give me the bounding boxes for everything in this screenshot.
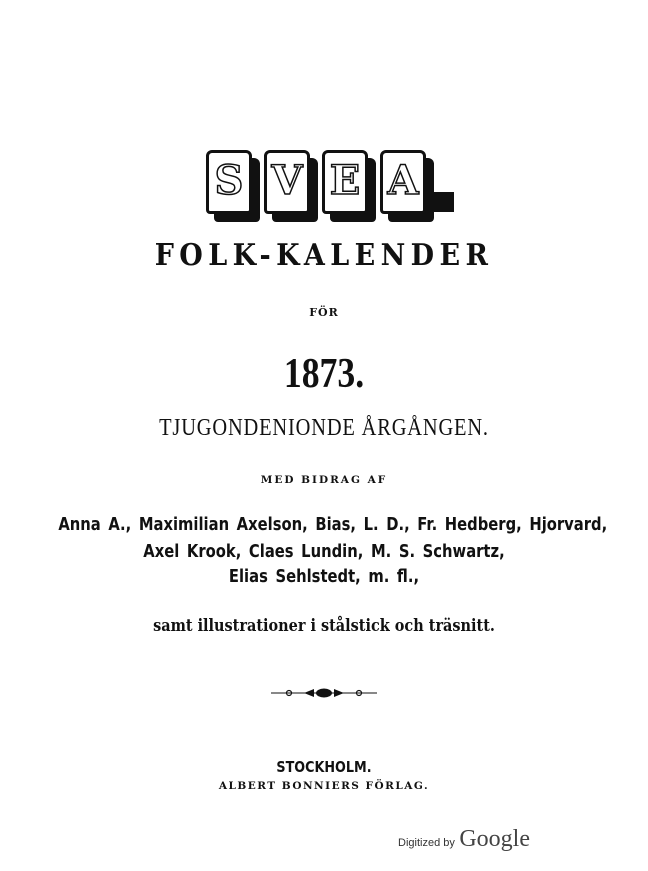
title-letter-v: V <box>264 150 310 214</box>
digitized-watermark <box>398 826 530 853</box>
contributors-line-2: Axel Krook, Claes Lundin, M. S. Schwartz, <box>143 541 505 562</box>
contributors-line-1: Anna A., Maximilian Axelson, Bias, L. D., Fr. Hedberg, Hjorvard, <box>58 514 608 535</box>
publisher: ALBERT BONNIERS FÖRLAG. <box>218 780 430 792</box>
title-letter-s: S <box>206 150 252 214</box>
for-label: FÖR <box>309 306 339 319</box>
city: STOCKHOLM. <box>276 758 372 776</box>
ornament-svg <box>269 686 379 700</box>
illustrations-note: samt illustrationer i stålstick och träsnitt. <box>153 616 495 636</box>
title-period <box>434 192 454 212</box>
subtitle: FOLK-KALENDER <box>154 238 494 273</box>
year: 1873. <box>283 351 365 397</box>
edition: TJUGONDENIONDE ÅRGÅNGEN. <box>159 415 489 441</box>
ornamental-divider-icon <box>0 686 648 700</box>
contributions-intro: MED BIDRAG AF <box>260 474 388 486</box>
contributors-line-3: Elias Sehlstedt, m. fl., <box>228 566 420 587</box>
title-letter-a: A <box>380 150 426 214</box>
google-logo: Google <box>459 826 530 852</box>
svea-title <box>0 150 648 222</box>
title-letter-e: E <box>322 150 368 214</box>
digitized-prefix: Digitized by <box>398 837 455 849</box>
